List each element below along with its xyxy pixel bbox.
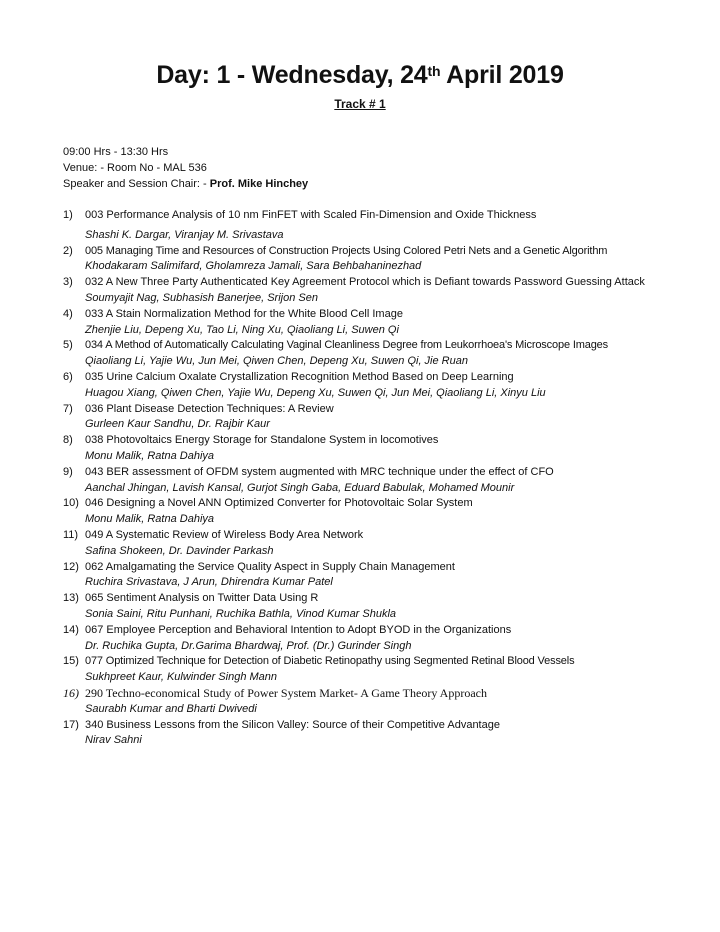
session-time: 09:00 Hrs - 13:30 Hrs <box>63 146 169 158</box>
paper-item <box>63 465 663 497</box>
paper-authors: Shashi K. Dargar, Viranjay M. Srivastava <box>85 228 284 241</box>
paper-number: 16) <box>63 685 79 700</box>
paper-title: 065 Sentiment Analysis on Twitter Data Using R <box>85 592 319 605</box>
paper-item <box>63 244 663 276</box>
paper-title: 077 Optimized Technique for Detection of Diabetic Retinopathy using Segmented Retinal Blood Vessels <box>85 655 575 668</box>
paper-authors: Saurabh Kumar and Bharti Dwivedi <box>85 702 257 715</box>
paper-authors: Nirav Sahni <box>85 734 142 747</box>
paper-number: 8) <box>63 434 73 447</box>
session-venue: Venue: - Room No - MAL 536 <box>63 162 207 174</box>
paper-item <box>63 654 663 686</box>
paper-authors: Dr. Ruchika Gupta, Dr.Garima Bhardwaj, Prof. (Dr.) Gurinder Singh <box>85 639 412 652</box>
paper-item <box>63 496 663 528</box>
paper-title: 003 Performance Analysis of 10 nm FinFET with Scaled Fin-Dimension and Oxide Thickness <box>85 209 537 221</box>
paper-authors: Zhenjie Liu, Depeng Xu, Tao Li, Ning Xu, Qiaoliang Li, Suwen Qi <box>85 323 399 336</box>
paper-item <box>63 402 663 434</box>
paper-title: 005 Managing Time and Resources of Construction Projects Using Colored Petri Nets and a Genetic Algorithm <box>85 244 608 257</box>
paper-item <box>63 338 663 370</box>
title-main: Day: 1 - Wednesday, 24 <box>156 61 428 89</box>
paper-authors: Huagou Xiang, Qiwen Chen, Yajie Wu, Depeng Xu, Suwen Qi, Jun Mei, Qiaoliang Li, Xinyu Liu <box>85 386 546 399</box>
paper-authors: Sukhpreet Kaur, Kulwinder Singh Mann <box>85 671 278 684</box>
paper-number: 2) <box>63 244 73 257</box>
track-heading: Track # 1 <box>334 97 386 111</box>
paper-authors: Qiaoliang Li, Yajie Wu, Jun Mei, Qiwen Chen, Depeng Xu, Suwen Qi, Jie Ruan <box>85 355 468 368</box>
paper-authors: Monu Malik, Ratna Dahiya <box>85 513 215 526</box>
session-chair-label: Speaker and Session Chair: - <box>63 178 210 190</box>
paper-title: 046 Designing a Novel ANN Optimized Converter for Photovoltaic Solar System <box>85 497 473 510</box>
paper-item <box>63 591 663 623</box>
paper-number: 1) <box>63 209 73 221</box>
paper-number: 17) <box>63 718 79 731</box>
paper-title: 290 Techno-economical Study of Power System Market- A Game Theory Approach <box>85 685 487 700</box>
paper-authors: Safina Shokeen, Dr. Davinder Parkash <box>85 544 274 557</box>
paper-item <box>63 686 663 718</box>
session-chair-name: Prof. Mike Hinchey <box>209 178 309 190</box>
paper-item <box>63 275 663 307</box>
session-chair <box>63 176 308 192</box>
paper-title: 036 Plant Disease Detection Techniques: A Review <box>85 402 334 415</box>
paper-item <box>63 623 663 655</box>
paper-number: 10) <box>63 497 79 510</box>
paper-item <box>63 528 663 560</box>
paper-number: 13) <box>63 592 79 605</box>
paper-number: 3) <box>63 276 73 289</box>
paper-authors: Gurleen Kaur Sandhu, Dr. Rajbir Kaur <box>85 418 270 431</box>
paper-number: 9) <box>63 465 73 478</box>
paper-title: 032 A New Three Party Authenticated Key Agreement Protocol which is Defiant towards Password Guessing Attack <box>85 276 645 289</box>
paper-authors: Soumyajit Nag, Subhasish Banerjee, Srijon Sen <box>85 291 318 304</box>
paper-title: 035 Urine Calcium Oxalate Crystallization Recognition Method Based on Deep Learning <box>85 370 514 383</box>
paper-number: 7) <box>63 402 73 415</box>
title-superscript: th <box>427 63 441 79</box>
paper-item <box>63 433 663 465</box>
paper-authors: Sonia Saini, Ritu Punhani, Ruchika Bathla, Vinod Kumar Shukla <box>85 607 397 620</box>
paper-title: 340 Business Lessons from the Silicon Valley: Source of their Competitive Advantage <box>85 718 500 731</box>
paper-item <box>63 307 663 339</box>
paper-item <box>63 560 663 592</box>
paper-number: 14) <box>63 623 79 636</box>
paper-authors: Ruchira Srivastava, J Arun, Dhirendra Kumar Patel <box>85 576 333 589</box>
paper-title: 033 A Stain Normalization Method for the White Blood Cell Image <box>85 307 403 320</box>
paper-title: 043 BER assessment of OFDM system augmented with MRC technique under the effect of CFO <box>85 465 554 478</box>
page-title <box>0 60 720 90</box>
paper-number: 4) <box>63 307 73 320</box>
paper-authors: Khodakaram Salimifard, Gholamreza Jamali, Sara Behbahaninezhad <box>85 260 422 273</box>
paper-number: 11) <box>63 528 79 541</box>
paper-title: 038 Photovoltaics Energy Storage for Standalone System in locomotives <box>85 434 439 447</box>
paper-item <box>63 370 663 402</box>
paper-title: 067 Employee Perception and Behavioral Intention to Adopt BYOD in the Organizations <box>85 623 512 636</box>
paper-number: 12) <box>63 560 79 573</box>
paper-item <box>63 718 663 750</box>
title-end: April 2019 <box>440 61 564 89</box>
session-info <box>63 144 308 192</box>
paper-number: 5) <box>63 339 73 352</box>
paper-number: 15) <box>63 655 79 668</box>
paper-title: 049 A Systematic Review of Wireless Body Area Network <box>85 528 364 541</box>
paper-item <box>63 208 663 244</box>
paper-number: 6) <box>63 370 73 383</box>
paper-authors: Aanchal Jhingan, Lavish Kansal, Gurjot Singh Gaba, Eduard Babulak, Mohamed Mounir <box>85 481 515 494</box>
paper-authors: Monu Malik, Ratna Dahiya <box>85 449 215 462</box>
paper-title: 034 A Method of Automatically Calculating Vaginal Cleanliness Degree from Leukorrhoea's Microscope Images <box>85 339 608 352</box>
paper-title: 062 Amalgamating the Service Quality Aspect in Supply Chain Management <box>85 560 455 573</box>
paper-list <box>63 208 663 749</box>
